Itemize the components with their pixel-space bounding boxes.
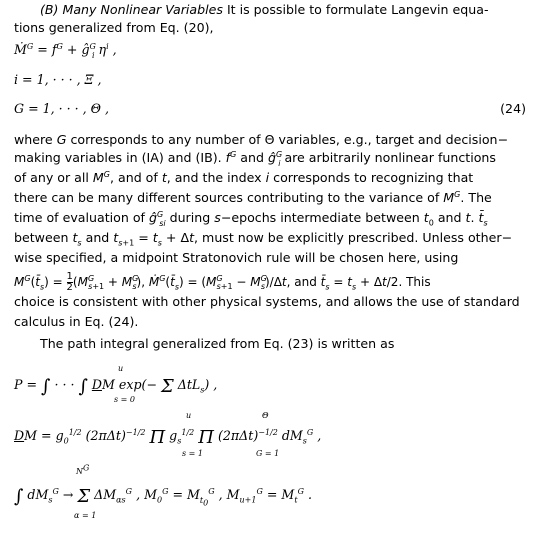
eq-path-measure: DM = $g_0^{1/2}$ $(2\pi\Delta t)^{-1/2}$ Π $g_s^{1/2}$ Π $(2\pi\Delta t)^{-1/2}$ $dM_s^G$ , bbox=[14, 427, 322, 448]
body-line-1: where G corresponds to any number of Θ variables, e.g., target and decision− bbox=[14, 132, 509, 147]
eq24-line-3: G = 1, · · · , Θ , bbox=[14, 101, 109, 116]
body-line-5: time of evaluation of $ĝ^G_{si}$ during s−epochs intermediate between $t_0$ and t. $t̄_s$ bbox=[14, 209, 488, 228]
sum-upper-limit-ng: $N^G$ bbox=[76, 463, 90, 476]
body-line-3: of any or all $M^G$, and of t, and the index i corresponds to recognizing that bbox=[14, 169, 474, 185]
prod-upper-limit-theta: Θ bbox=[262, 411, 269, 420]
prod-lower-limit-s: s = 1 bbox=[182, 449, 203, 458]
prod-upper-limit-u: u bbox=[186, 411, 192, 420]
equation-number: (24) bbox=[500, 101, 526, 116]
body-line-10: calculus in Eq. (24). bbox=[14, 314, 139, 329]
body-line-2: making variables in (IA) and (IB). $f^G$ and $ĝ^G_i$ are arbitrarily nonlinear functions bbox=[14, 149, 496, 168]
section-intro-line-2: tions generalized from Eq. (20), bbox=[14, 20, 214, 35]
section-heading: (B) Many Nonlinear Variables bbox=[40, 2, 223, 17]
path-integral-intro: The path integral generalized from Eq. (23) is written as bbox=[40, 336, 395, 351]
eq24-line-1: Ṁ$^G$ = $f^G$ + $ĝ^G_i$ $\eta^i$ , bbox=[14, 41, 117, 60]
eq24-line-2: i = 1, · · · , Ξ , bbox=[14, 72, 102, 87]
body-line-9: choice is consistent with other physical systems, and allows the use of standard bbox=[14, 294, 520, 309]
eq-path-integral: P = ∫ · · · ∫ DM exp(− Σ ΔtL$_s$) , bbox=[14, 376, 218, 397]
sum-lower-limit: s = 0 bbox=[114, 395, 135, 404]
eq-discretization: ∫ $dM_s^G \to \Sigma$ $\Delta M_{\alpha s}^G$ , $M_0^G = M_{t_0}^G$ , $M_{u+1}^G = M_t^G$ . bbox=[14, 486, 312, 508]
section-intro-line-1 bbox=[40, 4, 489, 17]
sum-upper-limit: u bbox=[118, 364, 124, 373]
body-line-8: $M^G(t̄_s)$ = $\frac{1}{2}$ $(M^G_{s+1} + M^G_s)$, $Ṁ^G(t̄_s) = (M^G_{s+1} - M^G_s)/\Delta t$, and $t̄_s = t_s + \Delta t/2$. This bbox=[14, 271, 431, 293]
sum-lower-limit-alpha: α = 1 bbox=[74, 511, 97, 520]
prod-lower-limit-g: G = 1 bbox=[256, 449, 280, 458]
intro-text-1: It is possible to formulate Langevin equa- bbox=[222, 2, 489, 17]
body-line-7: wise specified, a midpoint Stratonovich rule will be chosen here, using bbox=[14, 250, 459, 265]
body-line-6: between $t_s$ and $t_{s+1} = t_s + \Delta t$, must now be explicitly prescribed. Unless other− bbox=[14, 230, 513, 248]
body-line-4: there can be many different sources contributing to the variance of $M^G$. The bbox=[14, 189, 492, 205]
